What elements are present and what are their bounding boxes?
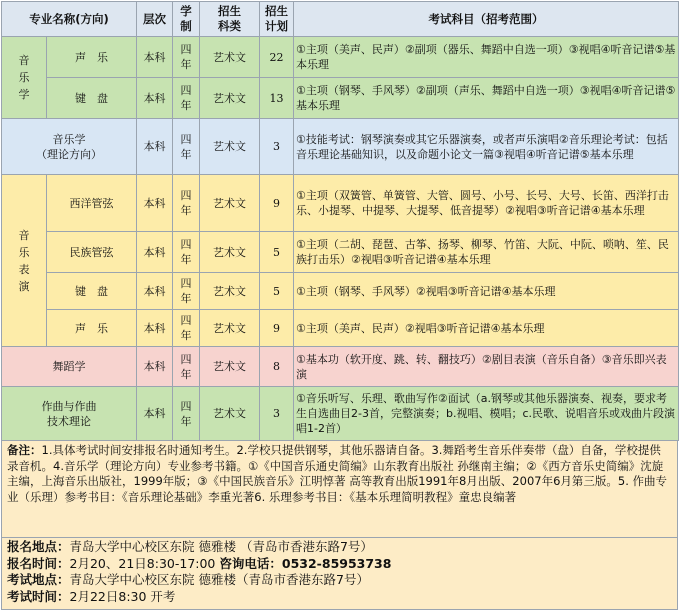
notes-text: 1.具体考试时间安排报名时通知考生。2.学校只提供钢琴，其他乐器请自备。3.舞蹈考生音乐伴奏带（盘）自备，学校提供录音机。4.音乐学（理论方向）专业参考书籍。①《中国音乐通史简编》山东教育出版社 孙继南主编；②《西方音乐史简编》沈旋主编，上海音乐出版社，1999年版；③《中国民族音乐》江明惇著 高等教育出版1991年8月出版、2007年6月第三版。5. 作曲专业（乐理）参考书目：《音乐理论基础》李重光著6. 乐理参考书目：《基本乐理简明教程》童忠良编著 — [7, 443, 668, 504]
admissions-table — [1, 1, 679, 441]
category: 艺术文 — [200, 310, 260, 347]
exam-time — [7, 589, 672, 606]
table-row — [2, 232, 679, 273]
subjects: ①主项（二胡、琵琶、古筝、扬琴、柳琴、竹笛、大阮、中阮、唢呐、笙、民族打击乐）②视唱③听音记谱④基本乐理 — [294, 232, 679, 273]
group-music: 音 乐 学 — [2, 37, 47, 119]
table-row — [2, 119, 679, 175]
header-category: 招生 科类 — [200, 2, 260, 37]
level: 本科 — [137, 273, 173, 310]
level: 本科 — [137, 175, 173, 232]
exam-time-value: 2月22日8:30 开考 — [69, 588, 176, 604]
notes-block — [1, 441, 678, 538]
major-name: 键 盘 — [47, 78, 137, 119]
registration-time-label: 报名时间： — [7, 555, 70, 571]
category: 艺术文 — [200, 387, 260, 441]
subjects: ①基本功（软开度、跳、转、翻技巧）②剧目表演（音乐自备）③音乐即兴表演 — [294, 347, 679, 387]
plan: 5 — [260, 273, 294, 310]
table-row — [2, 175, 679, 232]
subjects: ①主项（美声、民声）②副项（器乐、舞蹈中自选一项）③视唱④听音记谱⑤基本乐理 — [294, 37, 679, 78]
exam-place-label: 考试地点： — [7, 572, 70, 587]
level: 本科 — [137, 37, 173, 78]
table-row — [2, 310, 679, 347]
subjects: ①主项（美声、民声）②视唱③听音记谱④基本乐理 — [294, 310, 679, 347]
level: 本科 — [137, 78, 173, 119]
category: 艺术文 — [200, 37, 260, 78]
duration: 四 年 — [173, 232, 200, 273]
exam-place-value: 青岛大学中心校区东院 德雅楼（青岛市香港东路7号） — [69, 572, 369, 587]
duration: 四 年 — [173, 387, 200, 441]
subjects: ①主项（双簧管、单簧管、大管、圆号、小号、长号、大号、长笛、西洋打击乐、小提琴、中提琴、大提琴、低音提琴）②视唱③听音记谱④基本乐理 — [294, 175, 679, 232]
subjects: ①技能考试：钢琴演奏或其它乐器演奏，或者声乐演唱②音乐理论考试：包括音乐理论基础知识，以及命题小论文一篇③视唱④听音记谱⑤基本乐理 — [294, 119, 679, 175]
duration: 四 年 — [173, 273, 200, 310]
header-major: 专业名称(方向) — [2, 2, 137, 37]
table-row — [2, 78, 679, 119]
major-name: 民族管弦 — [47, 232, 137, 273]
duration: 四 年 — [173, 119, 200, 175]
level: 本科 — [137, 310, 173, 347]
header-subjects: 考试科目（招考范围） — [294, 2, 679, 37]
category: 艺术文 — [200, 78, 260, 119]
category: 艺术文 — [200, 347, 260, 387]
plan: 3 — [260, 119, 294, 175]
major-name: 声 乐 — [47, 37, 137, 78]
registration-place-label: 报名地点： — [7, 539, 70, 554]
plan: 9 — [260, 175, 294, 232]
subjects: ①主项（钢琴、手风琴）②副项（声乐、舞蹈中自选一项）③视唱④听音记谱⑤基本乐理 — [294, 78, 679, 119]
major-name: 键 盘 — [47, 273, 137, 310]
exam-place — [7, 572, 672, 589]
admissions-document — [1, 1, 678, 610]
table-row — [2, 273, 679, 310]
duration: 四 年 — [173, 78, 200, 119]
category: 艺术文 — [200, 273, 260, 310]
registration-place-value: 青岛大学中心校区东院 德雅楼 （青岛市香港东路7号） — [69, 539, 373, 554]
level: 本科 — [137, 387, 173, 441]
duration: 四 年 — [173, 37, 200, 78]
major-name: 舞蹈学 — [2, 347, 137, 387]
major-name: 声 乐 — [47, 310, 137, 347]
category: 艺术文 — [200, 175, 260, 232]
registration-info — [1, 538, 678, 610]
plan: 13 — [260, 78, 294, 119]
registration-time — [7, 556, 672, 573]
table-row — [2, 347, 679, 387]
subjects: ①音乐听写、乐理、歌曲写作②面试（a.钢琴或其他乐器演奏、视奏，要求考生自选曲目2-3首，完整演奏；b.视唱、模唱；c.民歌、说唱音乐或戏曲片段演唱1-2首） — [294, 387, 679, 441]
header-level: 层次 — [137, 2, 173, 37]
category: 艺术文 — [200, 232, 260, 273]
major-name: 作曲与作曲 技术理论 — [2, 387, 137, 441]
plan: 3 — [260, 387, 294, 441]
major-name: 音乐学 （理论方向） — [2, 119, 137, 175]
registration-place — [7, 539, 672, 556]
notes-label: 备注： — [7, 443, 42, 457]
table-row — [2, 37, 679, 78]
plan: 9 — [260, 310, 294, 347]
plan: 8 — [260, 347, 294, 387]
level: 本科 — [137, 232, 173, 273]
plan: 5 — [260, 232, 294, 273]
phone-label: 咨询电话： — [219, 555, 282, 571]
subjects: ①主项（钢琴、手风琴）②视唱③听音记谱④基本乐理 — [294, 273, 679, 310]
header-duration: 学 制 — [173, 2, 200, 37]
major-name: 西洋管弦 — [47, 175, 137, 232]
category: 艺术文 — [200, 119, 260, 175]
level: 本科 — [137, 347, 173, 387]
table-row — [2, 387, 679, 441]
duration: 四 年 — [173, 175, 200, 232]
table-header-row — [2, 2, 679, 37]
duration: 四 年 — [173, 310, 200, 347]
duration: 四 年 — [173, 347, 200, 387]
header-plan: 招生 计划 — [260, 2, 294, 37]
plan: 22 — [260, 37, 294, 78]
registration-time-value: 2月20、21日8:30-17:00 — [69, 555, 216, 571]
phone-value: 0532-85953738 — [281, 555, 392, 571]
exam-time-label: 考试时间： — [7, 588, 70, 604]
group-performance: 音 乐 表 演 — [2, 175, 47, 347]
level: 本科 — [137, 119, 173, 175]
